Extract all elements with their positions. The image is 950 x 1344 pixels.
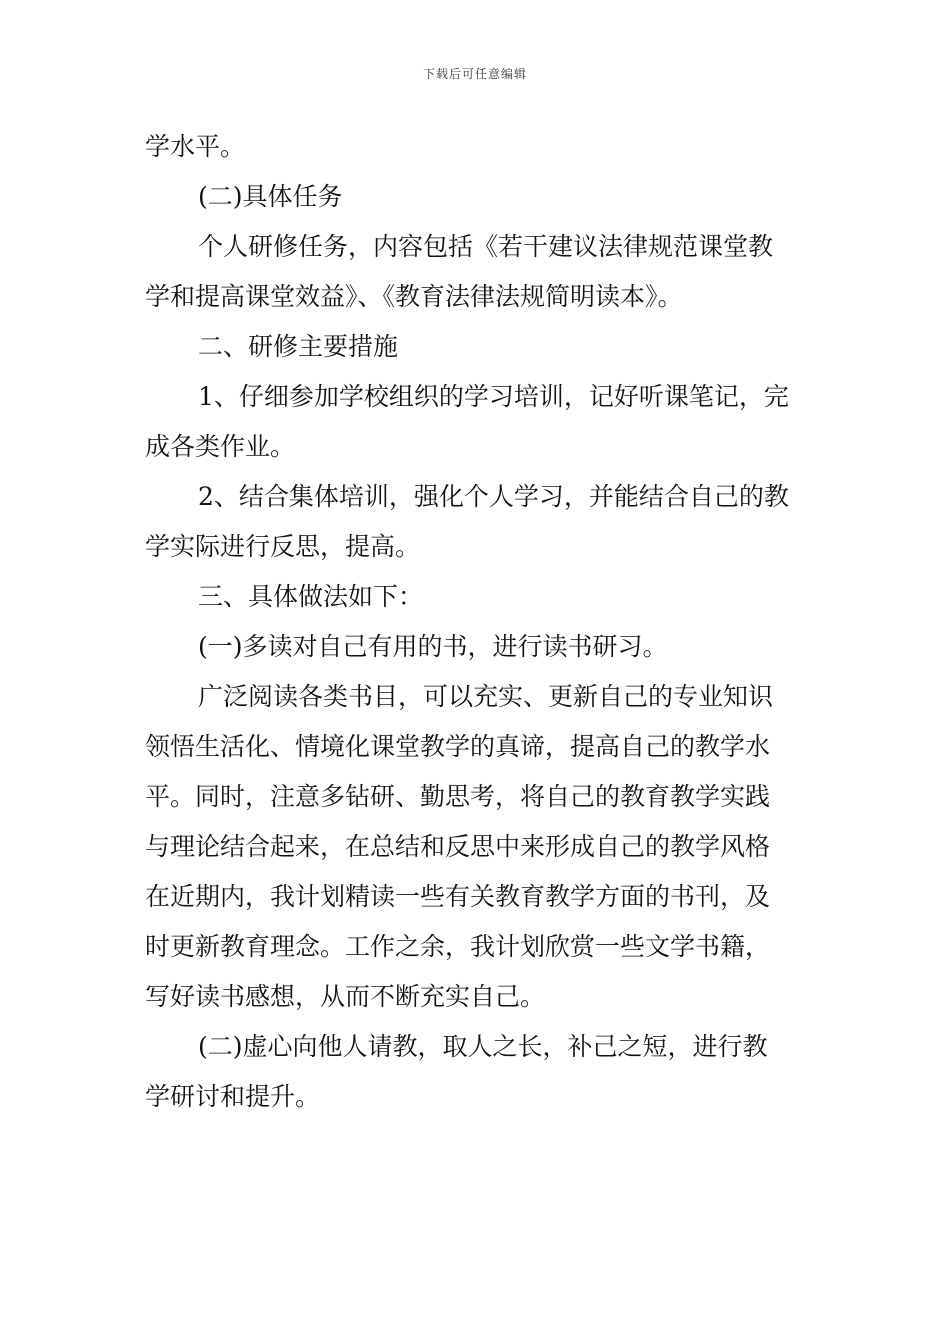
- document-body: [145, 122, 810, 1122]
- section-heading: (二)具体任务: [198, 182, 343, 211]
- paragraph-line: 学实际进行反思，提高。: [145, 532, 421, 561]
- section-heading: 三、具体做法如下：: [198, 582, 424, 611]
- paragraph-line: 1、仔细参加学校组织的学习培训，记好听课笔记，完: [198, 382, 789, 411]
- paragraph-line: 写好读书感想，从而不断充实自己。: [145, 982, 546, 1011]
- paragraph-line: 学和提高课堂效益》、《教育法律法规简明读本》。: [145, 282, 683, 311]
- section-heading: 二、研修主要措施: [198, 332, 399, 361]
- paragraph-line: 时更新教育理念。工作之余，我计划欣赏一些文学书籍，: [145, 932, 771, 961]
- paragraph-line: 2、结合集体培训，强化个人学习，并能结合自己的教: [198, 482, 789, 511]
- section-heading: (一)多读对自己有用的书，进行读书研习。: [198, 632, 668, 661]
- paragraph-line: 学水平。: [145, 132, 246, 161]
- paragraph-line: 领悟生活化、情境化课堂教学的真谛，提高自己的教学水: [145, 732, 771, 761]
- section-heading: (二)虚心向他人请教，取人之长，补己之短，进行教: [198, 1032, 768, 1061]
- paragraph-line: 学研讨和提升。: [145, 1082, 321, 1111]
- paragraph-line: 成各类作业。: [145, 432, 296, 461]
- paragraph-line: 在近期内，我计划精读一些有关教育教学方面的书刊，及: [145, 882, 771, 911]
- paragraph-line: 平。同时，注意多钻研、勤思考，将自己的教育教学实践: [145, 782, 771, 811]
- paragraph-line: 广泛阅读各类书目，可以充实、更新自己的专业知识: [198, 682, 774, 711]
- paragraph-line: 个人研修任务，内容包括《若干建议法律规范课堂教: [198, 232, 774, 261]
- page-header: 下载后可任意编辑: [422, 67, 527, 81]
- paragraph-line: 与理论结合起来，在总结和反思中来形成自己的教学风格: [145, 832, 771, 861]
